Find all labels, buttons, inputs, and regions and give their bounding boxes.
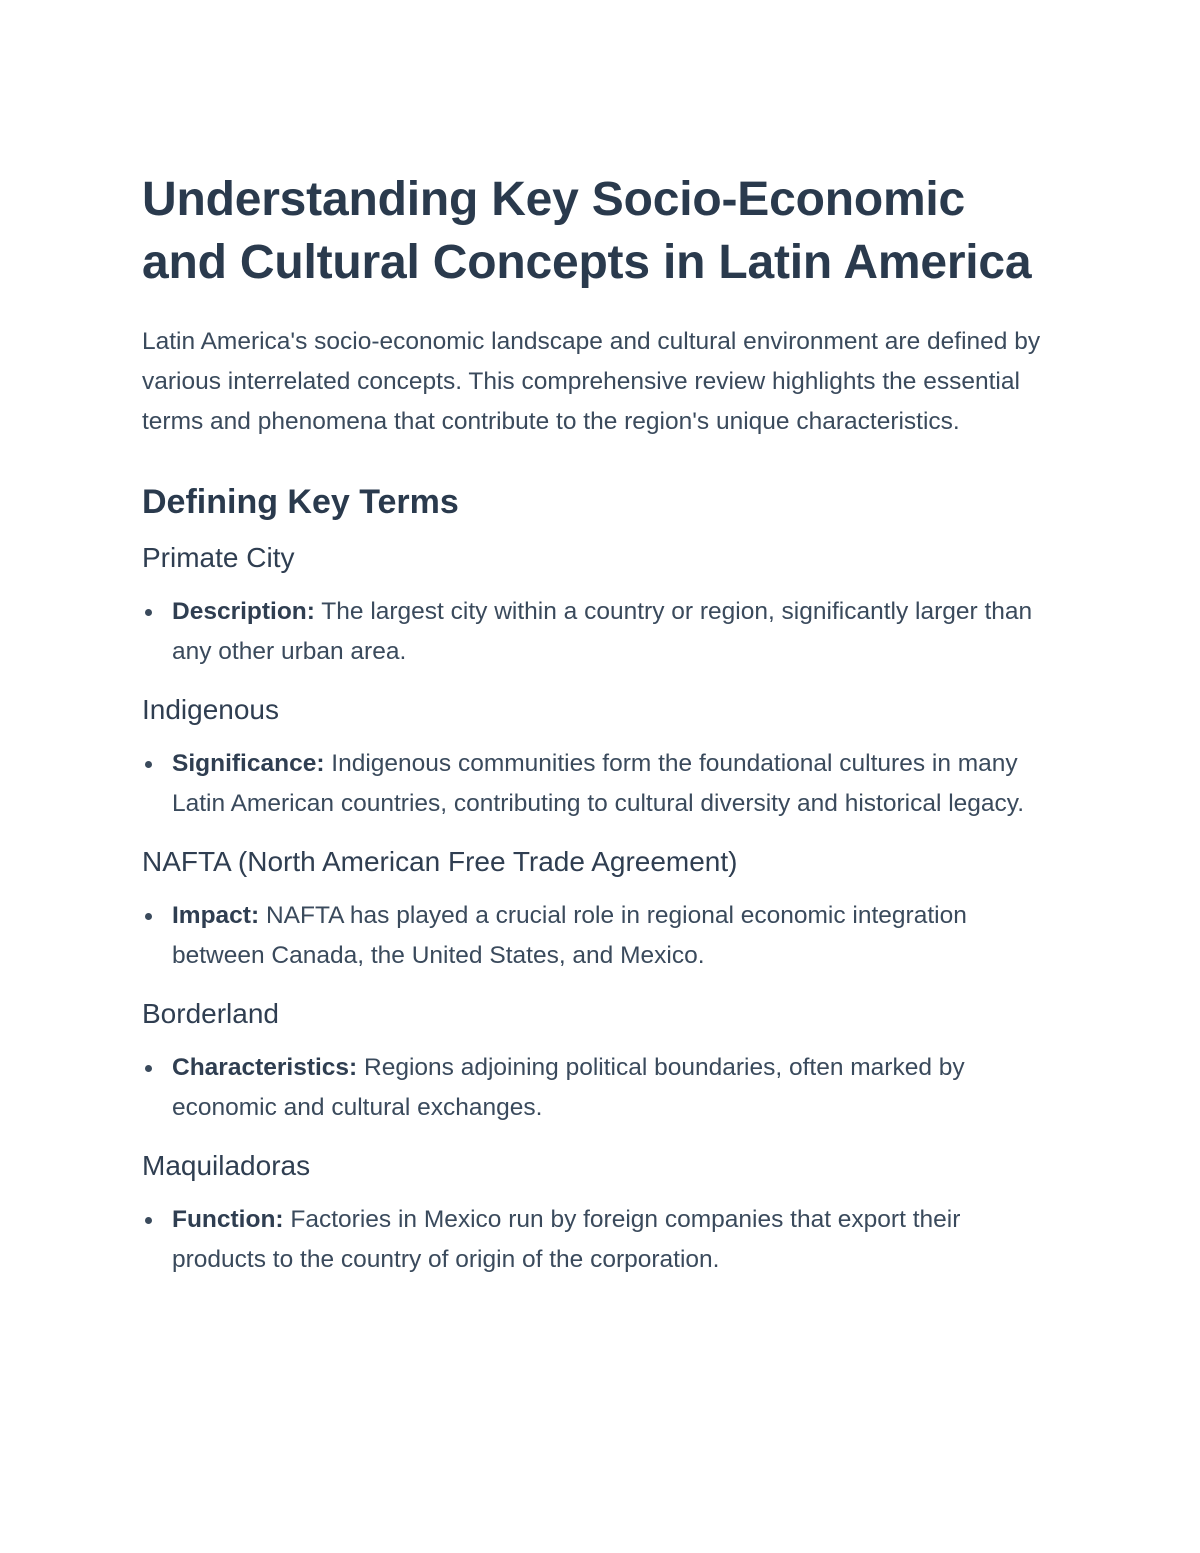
term-maquiladoras [142, 1146, 1060, 1280]
term-text: Indigenous communities form the foundational cultures in many Latin American countries, contributing to cultural diversity and historical legacy. [172, 750, 1025, 817]
term-text: Regions adjoining political boundaries, often marked by economic and cultural exchanges. [172, 1054, 965, 1121]
term-list [142, 896, 1060, 976]
section-heading: Defining Key Terms [142, 483, 459, 521]
term-list [142, 1048, 1060, 1128]
term-heading: NAFTA (North American Free Trade Agreement) [142, 846, 738, 877]
document-title: Understanding Key Socio-Economic and Cultural Concepts in Latin America [142, 173, 1032, 289]
term-heading: Indigenous [142, 694, 280, 725]
term-heading: Primate City [142, 542, 295, 573]
term-label: Function: [172, 1206, 284, 1233]
term-description [142, 1200, 1060, 1280]
term-description [142, 592, 1060, 672]
intro-paragraph: Latin America's socio-economic landscape and cultural environment are defined by various interrelated concepts. This comprehensive review highlights the essential terms and phenomena that contribute to the region's unique characteristics. [142, 328, 1041, 435]
term-text: Factories in Mexico run by foreign companies that export their products to the country of origin of the corporation. [172, 1206, 961, 1273]
term-list [142, 1200, 1060, 1280]
term-description [142, 896, 1060, 976]
term-list [142, 744, 1060, 824]
term-label: Impact: [172, 902, 260, 929]
term-label: Description: [172, 598, 315, 625]
term-list [142, 592, 1060, 672]
term-indigenous [142, 690, 1060, 824]
term-nafta [142, 842, 1060, 976]
term-heading: Maquiladoras [142, 1150, 311, 1181]
term-primate-city [142, 538, 1060, 672]
term-description [142, 1048, 1060, 1128]
term-borderland [142, 994, 1060, 1128]
term-heading: Borderland [142, 998, 279, 1029]
term-text: NAFTA has played a crucial role in regional economic integration between Canada, the United States, and Mexico. [172, 902, 967, 969]
term-label: Characteristics: [172, 1054, 358, 1081]
term-label: Significance: [172, 750, 325, 777]
term-description [142, 744, 1060, 824]
term-text: The largest city within a country or region, significantly larger than any other urban area. [172, 598, 1033, 665]
